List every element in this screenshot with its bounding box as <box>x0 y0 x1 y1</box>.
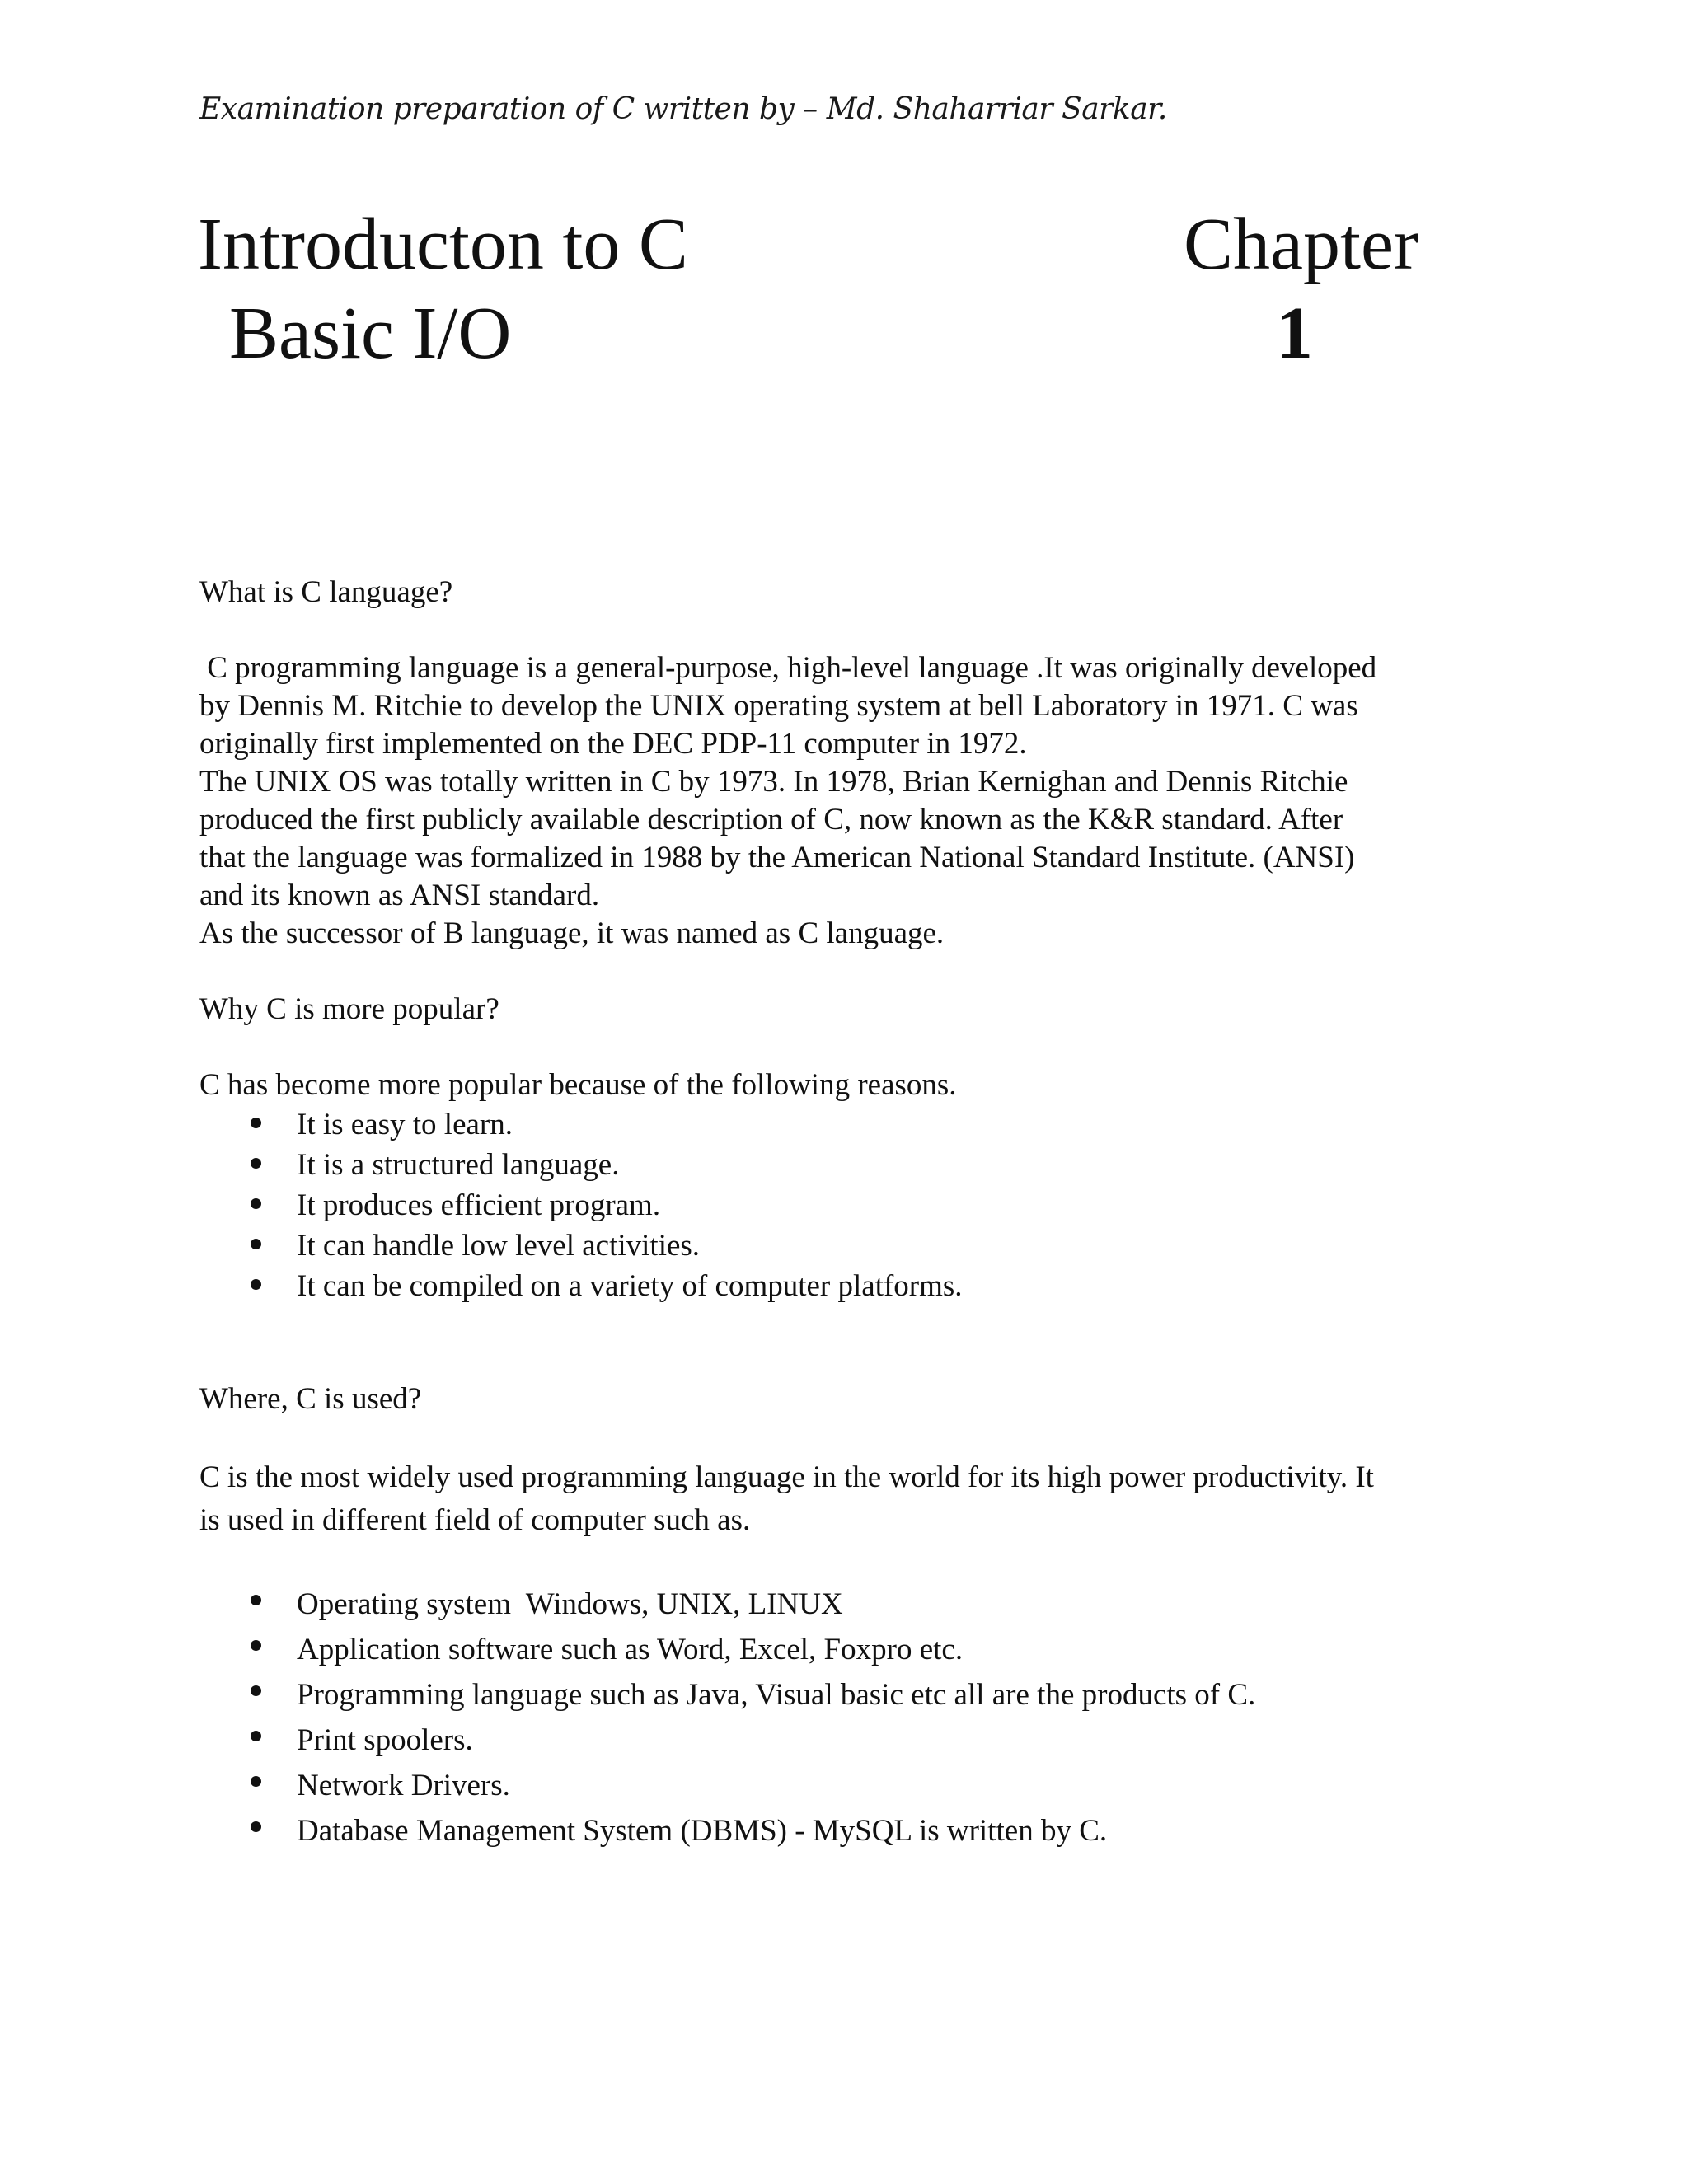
spacer <box>199 1306 1485 1380</box>
text-line: The UNIX OS was totally written in C by 1973. In 1978, Brian Kernighan and Dennis Ritchie <box>199 765 1348 799</box>
list-item-text: Print spoolers. <box>297 1723 473 1757</box>
list-item <box>199 1185 1485 1226</box>
uses-list <box>199 1582 1485 1854</box>
list-item <box>199 1627 1485 1672</box>
question-what-is-c: What is C language? <box>199 575 453 609</box>
list-item <box>199 1763 1485 1808</box>
list-item <box>199 1672 1485 1718</box>
chapter-label: Chapter <box>1184 204 1418 285</box>
bullet-icon <box>251 1198 261 1209</box>
list-item-text: Application software such as Word, Excel, Foxpro etc. <box>297 1633 964 1666</box>
text-line: As the successor of B language, it was named as C language. <box>199 916 945 950</box>
list-item-text: Database Management System (DBMS) - MySQL is written by C. <box>297 1814 1108 1848</box>
list-item <box>199 1104 1485 1145</box>
body-content <box>199 574 1485 1854</box>
text-line: that the language was formalized in 1988 by the American National Standard Institute. (ANSI) <box>199 841 1355 874</box>
list-item-text: It is easy to learn. <box>297 1108 513 1141</box>
list-item-text: It is a structured language. <box>297 1148 620 1182</box>
bullet-icon <box>251 1118 261 1128</box>
question-why-popular: Why C is more popular? <box>199 992 499 1026</box>
paragraph-where-used <box>199 1456 1485 1542</box>
text-line: originally first implemented on the DEC PDP-11 computer in 1972. <box>199 727 1027 761</box>
list-item-text: It can be compiled on a variety of computer platforms. <box>297 1269 963 1303</box>
chapter-number: 1 <box>1276 293 1313 374</box>
list-item-text: Network Drivers. <box>297 1769 510 1802</box>
bullet-icon <box>251 1731 261 1741</box>
bullet-icon <box>251 1640 261 1651</box>
title-line-2: Basic I/O <box>229 293 512 374</box>
text-line: is used in different field of computer such as. <box>199 1503 751 1537</box>
text-line: C is the most widely used programming language in the world for its high power productivity. It <box>199 1460 1374 1494</box>
bullet-icon <box>251 1239 261 1249</box>
title-line-1: Introducton to C <box>198 204 688 285</box>
bullet-icon <box>251 1158 261 1169</box>
text-line: produced the first publicly available description of C, now known as the K&R standard. After <box>199 803 1343 837</box>
list-item <box>199 1266 1485 1306</box>
list-item <box>199 1145 1485 1185</box>
bullet-icon <box>251 1821 261 1832</box>
why-intro: C has become more popular because of the following reasons. <box>199 1068 957 1102</box>
list-item <box>199 1226 1485 1266</box>
list-item-text: It can handle low level activities. <box>297 1229 701 1263</box>
bullet-icon <box>251 1776 261 1787</box>
text-line: C programming language is a general-purpose, high-level language .It was originally developed <box>199 651 1377 685</box>
running-header: Examination preparation of C written by – Md. Shaharriar Sarkar. <box>199 92 1167 126</box>
bullet-icon <box>251 1595 261 1605</box>
list-item <box>199 1808 1485 1854</box>
list-item <box>199 1582 1485 1627</box>
paragraph-what-is-c <box>199 649 1485 953</box>
bullet-icon <box>251 1279 261 1290</box>
bullet-icon <box>251 1685 261 1696</box>
reasons-list <box>199 1104 1485 1306</box>
list-item-text: Programming language such as Java, Visual basic etc all are the products of C. <box>297 1678 1256 1712</box>
list-item-text: It produces efficient program. <box>297 1188 661 1222</box>
text-line: and its known as ANSI standard. <box>199 879 600 912</box>
text-line: by Dennis M. Ritchie to develop the UNIX operating system at bell Laboratory in 1971. C was <box>199 689 1358 723</box>
list-item <box>199 1718 1485 1763</box>
question-where-used: Where, C is used? <box>199 1382 422 1416</box>
list-item-text: Operating system Windows, UNIX, LINUX <box>297 1587 843 1621</box>
